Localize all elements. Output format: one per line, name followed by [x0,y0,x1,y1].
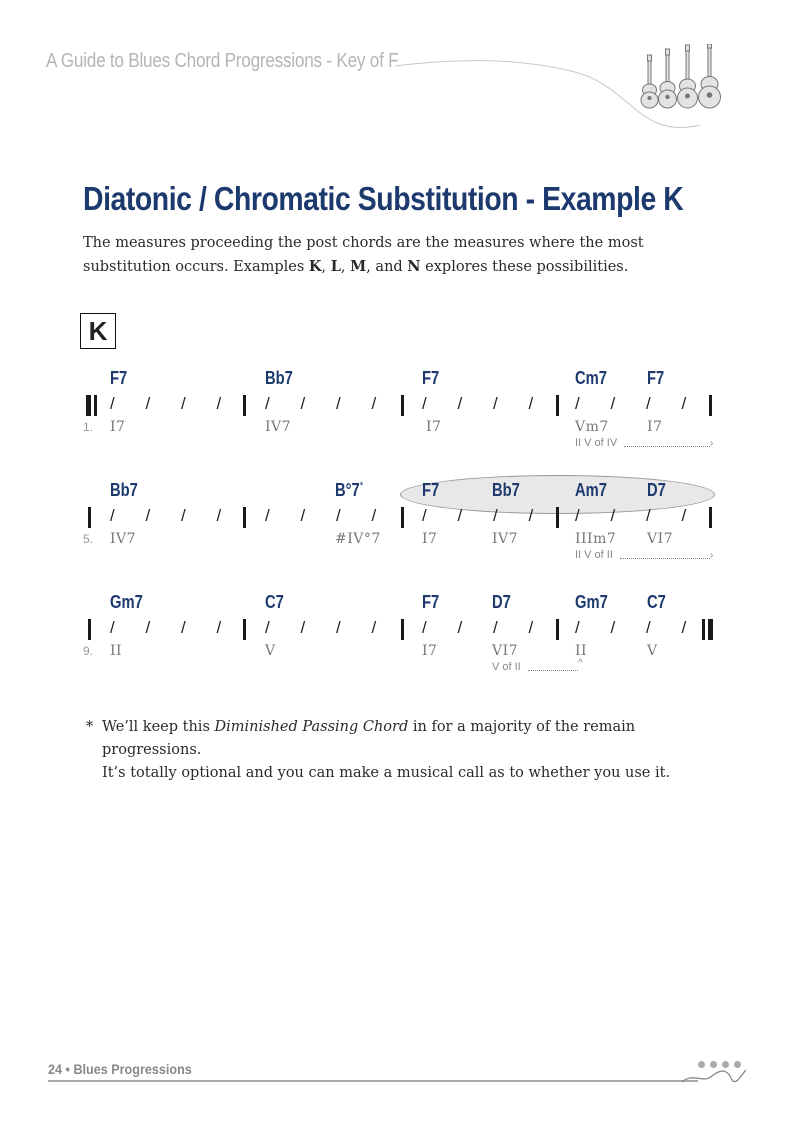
roman-numeral: II [110,643,123,659]
footnote-text: in for a majority of the remain progressions. [102,719,636,758]
roman-numeral: V [647,643,658,659]
beat-slash: / [265,394,270,413]
chord-symbol: Gm7 [575,592,608,612]
annotation-arrow-icon: › [710,550,714,561]
roman-numeral: IV7 [492,531,519,547]
beat-slash: / [265,506,270,525]
intro-sep: , and [366,259,408,275]
chord-symbol: C7 [647,592,666,612]
beat-slash: / [110,618,115,637]
beat-slash: / [216,506,222,525]
footnote-emphasis: Diminished Passing Chord [214,719,409,735]
roman-numeral: #IV°7 [335,531,381,547]
footnote-text: We’ll keep this [102,719,215,735]
beat-slash: / [610,506,616,525]
beat-slash: / [646,618,651,637]
footnote-text-line2: It’s totally optional and you can make a musical call as to whether you use it. [102,765,671,781]
substitution-annotation: V of II [492,661,521,673]
beat-slash: / [610,618,616,637]
intro-example-m: M [350,258,367,275]
roman-numeral: V [265,643,276,659]
beat-slash: / [371,506,377,525]
beat-slash: / [646,394,651,413]
intro-paragraph [83,232,723,279]
barline [243,619,246,640]
beat-slash: / [300,618,306,637]
beat-slash: / [336,394,341,413]
beat-slash: / [110,506,115,525]
substitution-annotation: II V of II [575,549,613,561]
beat-slash: / [216,394,222,413]
beat-slash: / [336,506,341,525]
beat-slash: / [300,506,306,525]
beat-slash: / [181,394,186,413]
footnote [88,716,728,785]
roman-numeral: I7 [426,419,442,435]
beat-slash: / [575,394,580,413]
beat-slash: / [528,394,534,413]
footer-bullet: • [65,1061,70,1077]
beat-slash: / [528,506,534,525]
roman-numeral: I7 [422,643,438,659]
measure-number: 5. [83,532,94,546]
footer-rule [48,1080,698,1082]
intro-text: The measures proceeding the post chords are the measures where the most substitution occurs. Examples [83,235,644,275]
beat-slash: / [300,394,306,413]
roman-numeral: IIIm7 [575,531,617,547]
chord-symbol: F7 [422,592,440,612]
beat-slash: / [422,618,427,637]
measure-number: 1. [83,420,94,434]
annotation-dotted-line [624,446,710,447]
roman-numeral: I7 [422,531,438,547]
footer-label [48,1061,192,1077]
chord-symbol: B°7* [335,480,364,500]
barline [556,507,559,528]
beat-slash: / [528,618,534,637]
footnote-star: * [86,719,94,735]
double-barline-start [94,395,97,416]
roman-numeral: II [575,643,588,659]
roman-numeral: IV7 [110,531,137,547]
beat-slash: / [681,394,687,413]
roman-numeral: VI7 [647,531,674,547]
beat-slash: / [646,506,651,525]
beat-slash: / [457,394,463,413]
intro-text: explores these possibilities. [420,259,629,275]
header-title: A Guide to Blues Chord Progressions - Key of F [46,50,399,72]
double-barline-start [86,395,91,416]
intro-example-l: L [330,258,341,275]
beat-slash: / [681,506,687,525]
chord-symbol: Bb7 [110,480,138,500]
chord-symbol: F7 [422,480,440,500]
barline [243,395,246,416]
chord-symbol: F7 [422,368,440,388]
chord-symbol: Am7 [575,480,607,500]
intro-example-k: K [308,258,322,275]
beat-slash: / [181,506,186,525]
beat-slash: / [610,394,616,413]
beat-slash: / [336,618,341,637]
footer-section: Blues Progressions [73,1061,192,1077]
beat-slash: / [145,618,151,637]
chord-symbol: D7 [647,480,666,500]
barline [556,619,559,640]
chord-symbol: F7 [110,368,128,388]
page-title: Diatonic / Chromatic Substitution - Example K [83,180,684,217]
beat-slash: / [110,394,115,413]
chord-symbol: D7 [492,592,511,612]
chord-symbol: Gm7 [110,592,143,612]
beat-slash: / [493,506,498,525]
beat-slash: / [575,506,580,525]
beat-slash: / [145,394,151,413]
annotation-dotted-line [620,558,710,559]
beat-slash: / [216,618,222,637]
barline [88,619,91,640]
barline [556,395,559,416]
chord-symbol: Cm7 [575,368,607,388]
chord-symbol: F7 [647,368,665,388]
roman-numeral: IV7 [265,419,292,435]
beat-slash: / [457,506,463,525]
beat-slash: / [181,618,186,637]
intro-example-n: N [407,258,421,275]
chord-symbol: C7 [265,592,284,612]
footnote-star-marker: * [359,480,364,492]
beat-slash: / [493,618,498,637]
page-number: 24 [48,1061,63,1077]
barline [709,507,712,528]
measure-number: 9. [83,644,94,658]
ukulele-icon [638,44,728,110]
barline [401,507,404,528]
chord-symbol: Bb7 [492,480,520,500]
substitution-annotation: II V of IV [575,437,618,449]
barline [401,619,404,640]
beat-slash: / [371,394,377,413]
example-label-box: K [80,313,116,349]
beat-slash: / [371,618,377,637]
barline [88,507,91,528]
beat-slash: / [422,394,427,413]
double-barline-end [708,619,713,640]
beat-slash: / [457,618,463,637]
intro-sep: , [340,259,351,275]
beat-slash: / [575,618,580,637]
intro-sep: , [321,259,331,275]
annotation-dotted-line [528,670,578,671]
barline [401,395,404,416]
beat-slash: / [145,506,151,525]
beat-slash: / [422,506,427,525]
footer-swoosh [680,1066,750,1088]
roman-numeral: I7 [110,419,126,435]
beat-slash: / [681,618,687,637]
chord-symbol: Bb7 [265,368,293,388]
barline [243,507,246,528]
roman-numeral: VI7 [492,643,519,659]
roman-numeral: Vm7 [575,419,609,435]
annotation-arrow-icon: › [710,438,714,449]
annotation-arrow-icon: ^ [578,658,583,669]
double-barline-end [702,619,705,640]
barline [709,395,712,416]
beat-slash: / [493,394,498,413]
roman-numeral: I7 [647,419,663,435]
beat-slash: / [265,618,270,637]
